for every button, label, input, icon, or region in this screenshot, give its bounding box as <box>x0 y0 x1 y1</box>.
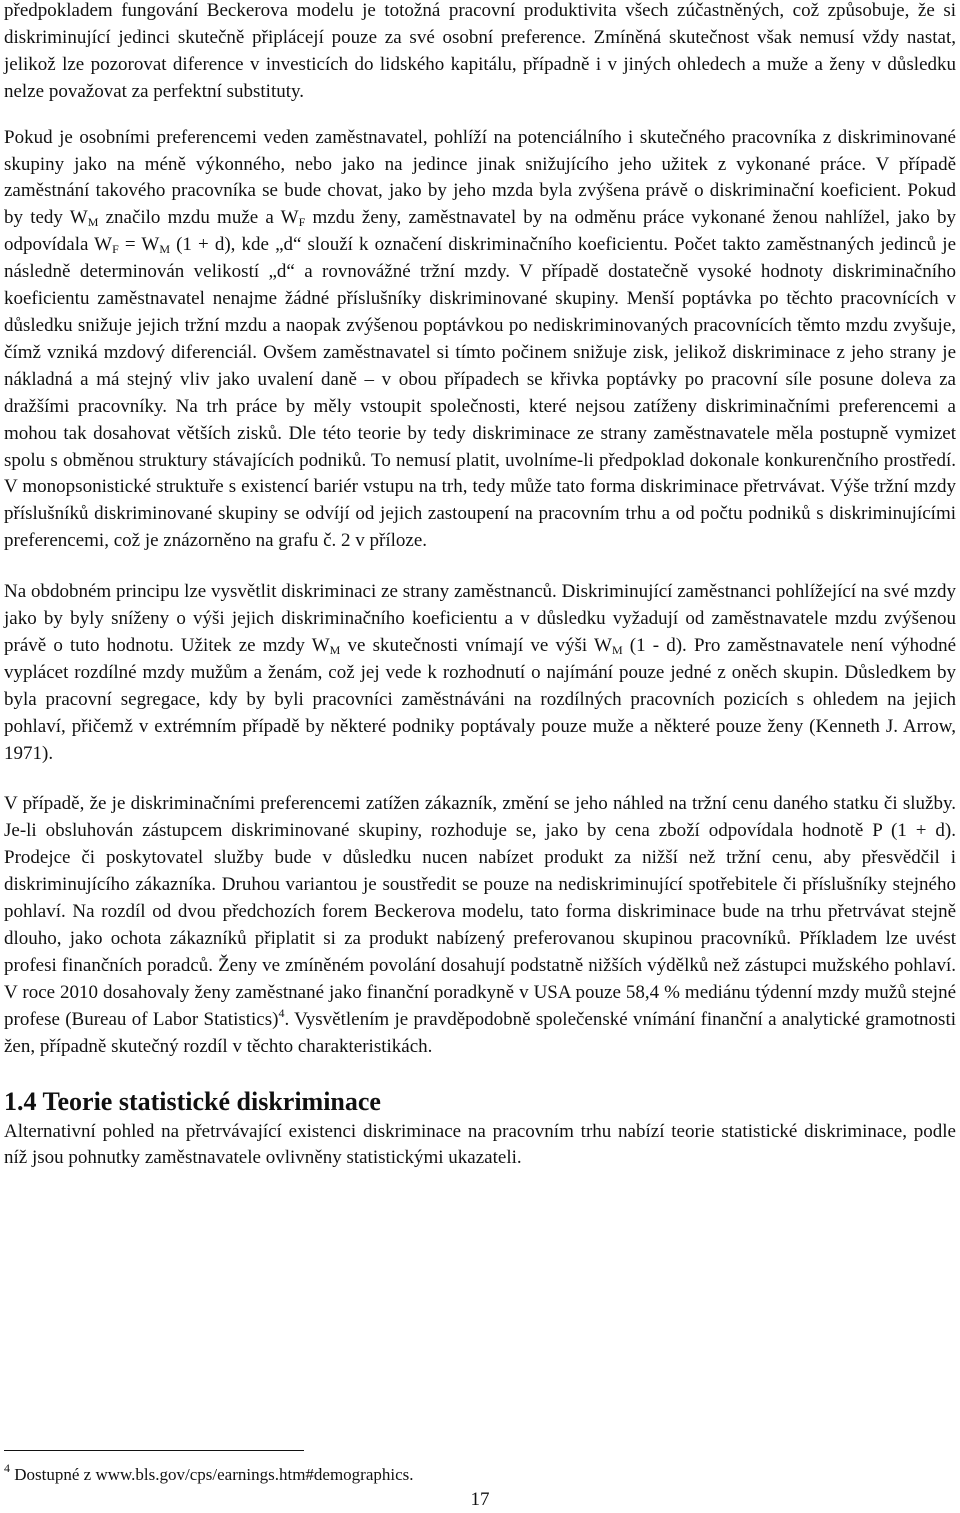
text-run: Na obdobném principu lze vysvětlit diskriminaci ze strany zaměstnanců. Diskriminující zaměstnanci pohlížející na své mzdy jako by byly sníženy o výši jejich diskriminačního koeficientu a v důsledku vyžadují od zaměstnavatele mzdu zvýšenou právě o tuto hodnotu. Užitek ze mzdy W <box>4 581 956 656</box>
subscript: F <box>112 242 119 257</box>
subscript: M <box>159 242 170 257</box>
text-run: ve skutečnosti vnímají ve výši W <box>340 634 612 656</box>
text-run: mzdu ženy, zaměstnavatel by na odměnu práce vykonané ženou nahlížel, jako by odpovídala W <box>4 207 956 256</box>
text-run: značilo mzdu muže a W <box>98 207 299 229</box>
footnote-text: Dostupné z www.bls.gov/cps/earnings.htm#demographics. <box>10 1465 414 1484</box>
text-run: . Vysvětlením je pravděpodobně společenské vnímání finanční a analytické gramotnosti žen, případně skutečný rozdíl v těchto charakteristikách. <box>4 1008 956 1057</box>
subscript: M <box>611 642 623 657</box>
subscript: M <box>329 642 341 657</box>
paragraph-statistical-discrimination-intro: Alternativní pohled na přetrvávající existenci diskriminace na pracovním trhu nabízí teorie statistické diskriminace, podle níž jsou pohnutky zaměstnavatele ovlivněny statistickými ukazateli. <box>4 1120 956 1169</box>
document-page <box>4 0 956 1172</box>
text-run: (1 + d), kde „d“ slouží k označení diskriminačního koeficientu. Počet takto zaměstnaných jedinců je následně determinován velikostí „d“ a rovnovážné tržní mzdy. V případě dostatečně vysoké hodnoty diskriminačního koeficientu zaměstnavatel nenajme žádné příslušníky diskriminované skupiny. Menší poptávka po těchto pracovnících v důsledku snižuje jejich tržní mzdu a naopak zvýšenou poptávkou po nediskriminovaných pracovnících těmto mzdu zvyšuje, čímž vzniká mzdový diferenciál. Ovšem zaměstnavatel si tímto počinem snižuje zisk, jelikož diskriminace z jeho strany je nákladná a má stejný vliv jako uvalení daně – v obou případech se křivka poptávky po pracovní síle posune doleva za dražšími pracovníky. Na trh práce by měly vstoupit společnosti, které nejsou zatíženy diskriminačními preferencemi a mohou tak dosahovat větších zisků. Dle této teorie by tedy diskriminace ze strany zaměstnavatele měla postupně vymizet spolu s obměnou struktury stávajících podniků. To nemusí platit, uvolníme-li předpoklad dokonale konkurenčního prostředí. V monopsonistické struktuře s existencí bariér vstupu na trh, tedy může tato forma diskriminace přetrvávat. Výše tržní mzdy příslušníků diskriminované skupiny se odvíjí od jejich zastoupení na pracovním trhu a od počtu podniků s diskriminujícími preferencemi, což je znázorněno na grafu č. 2 v příloze. <box>4 234 957 552</box>
footnote-separator <box>4 1450 304 1451</box>
text-run: V případě, že je diskriminačními preferencemi zatížen zákazník, změní se jeho náhled na tržní cenu daného statku či služby. Je-li obsluhován zástupcem diskriminované skupiny, rozhoduje se, jako by cena zboží odpovídala hodnotě P (1 + d). Prodejce či poskytovatel služby bude v důsledku nucen nabízet produkt za nižší než tržní cenu, aby přesvědčil i diskriminujícího zákazníka. Druhou variantou je soustředit se pouze na nediskriminující spotřebitele či příslušníky stejného pohlaví. Na rozdíl od dvou předchozích forem Beckerova modelu, tato forma diskriminace bude na trhu přetrvávat stejně dlouho, jako ochota zákazníků připlatit si za produkt nabízený preferovanou skupinou pracovníků. Příkladem lze uvést profesi finančních poradců. Ženy ve zmíněném povolání dosahují podstatně nižších výdělků než zástupci mužského pohlaví. V roce 2010 dosahovaly ženy zaměstnané jako finanční poradkyně v USA pouze 58,4 % mediánu týdenní mzdy mužů stejné profese (Bureau of Labor Statistics) <box>4 793 956 1030</box>
page-number: 17 <box>470 1489 490 1510</box>
text-run: (1 - d). Pro zaměstnavatele není výhodné vyplácet rozdílné mzdy mužům a ženám, což jej vede k rozhodnutí o najímání pouze jedné z oněch skupin. Důsledkem by byla pracovní segregace, kdy by byli pracovníci zaměstnáváni na rozdílných pracovních pozicích s ohledem na jejich pohlaví, přičemž v extrémním případě by některé podniky poptávaly pouze muže a některé pouze ženy (Kenneth J. Arrow, 1971). <box>4 634 956 764</box>
subscript: M <box>87 215 99 230</box>
paragraph-employee-discrimination <box>4 579 956 767</box>
paragraph-customer-discrimination <box>4 791 956 1060</box>
subscript: F <box>298 215 306 230</box>
footnote <box>4 1461 414 1486</box>
text-run: Pokud je osobními preferencemi veden zaměstnavatel, pohlíží na potenciálního i skutečného pracovníka z diskriminované skupiny jako na méně výkonného, nebo jako na jedince jinak snižujícího jeho užitek z vykonané práce. V případě zaměstnání takového pracovníka se bude chovat, jako by jeho mzda byla zvýšena právě o diskriminační koeficient. Pokud by tedy W <box>4 126 956 229</box>
footnote-number: 4 <box>4 1461 10 1475</box>
paragraph-employer-discrimination <box>4 125 956 556</box>
section-heading: 1.4 Teorie statistické diskriminace <box>4 1086 381 1116</box>
paragraph-beckers-model-intro: předpokladem fungování Beckerova modelu je totožná pracovní produktivita všech zúčastněných, což způsobuje, že si diskriminující jedinci skutečně připlácejí pouze za své osobní preference. Zmíněná skutečnost však nemusí vždy nastat, jelikož lze pozorovat diference v investicích do lidského kapitálu, případně i v jiných ohledech a muže a ženy v důsledku nelze považovat za perfektní substituty. <box>4 0 956 102</box>
text-run: = W <box>118 234 160 256</box>
footnote-reference[interactable]: 4 <box>278 1005 285 1020</box>
